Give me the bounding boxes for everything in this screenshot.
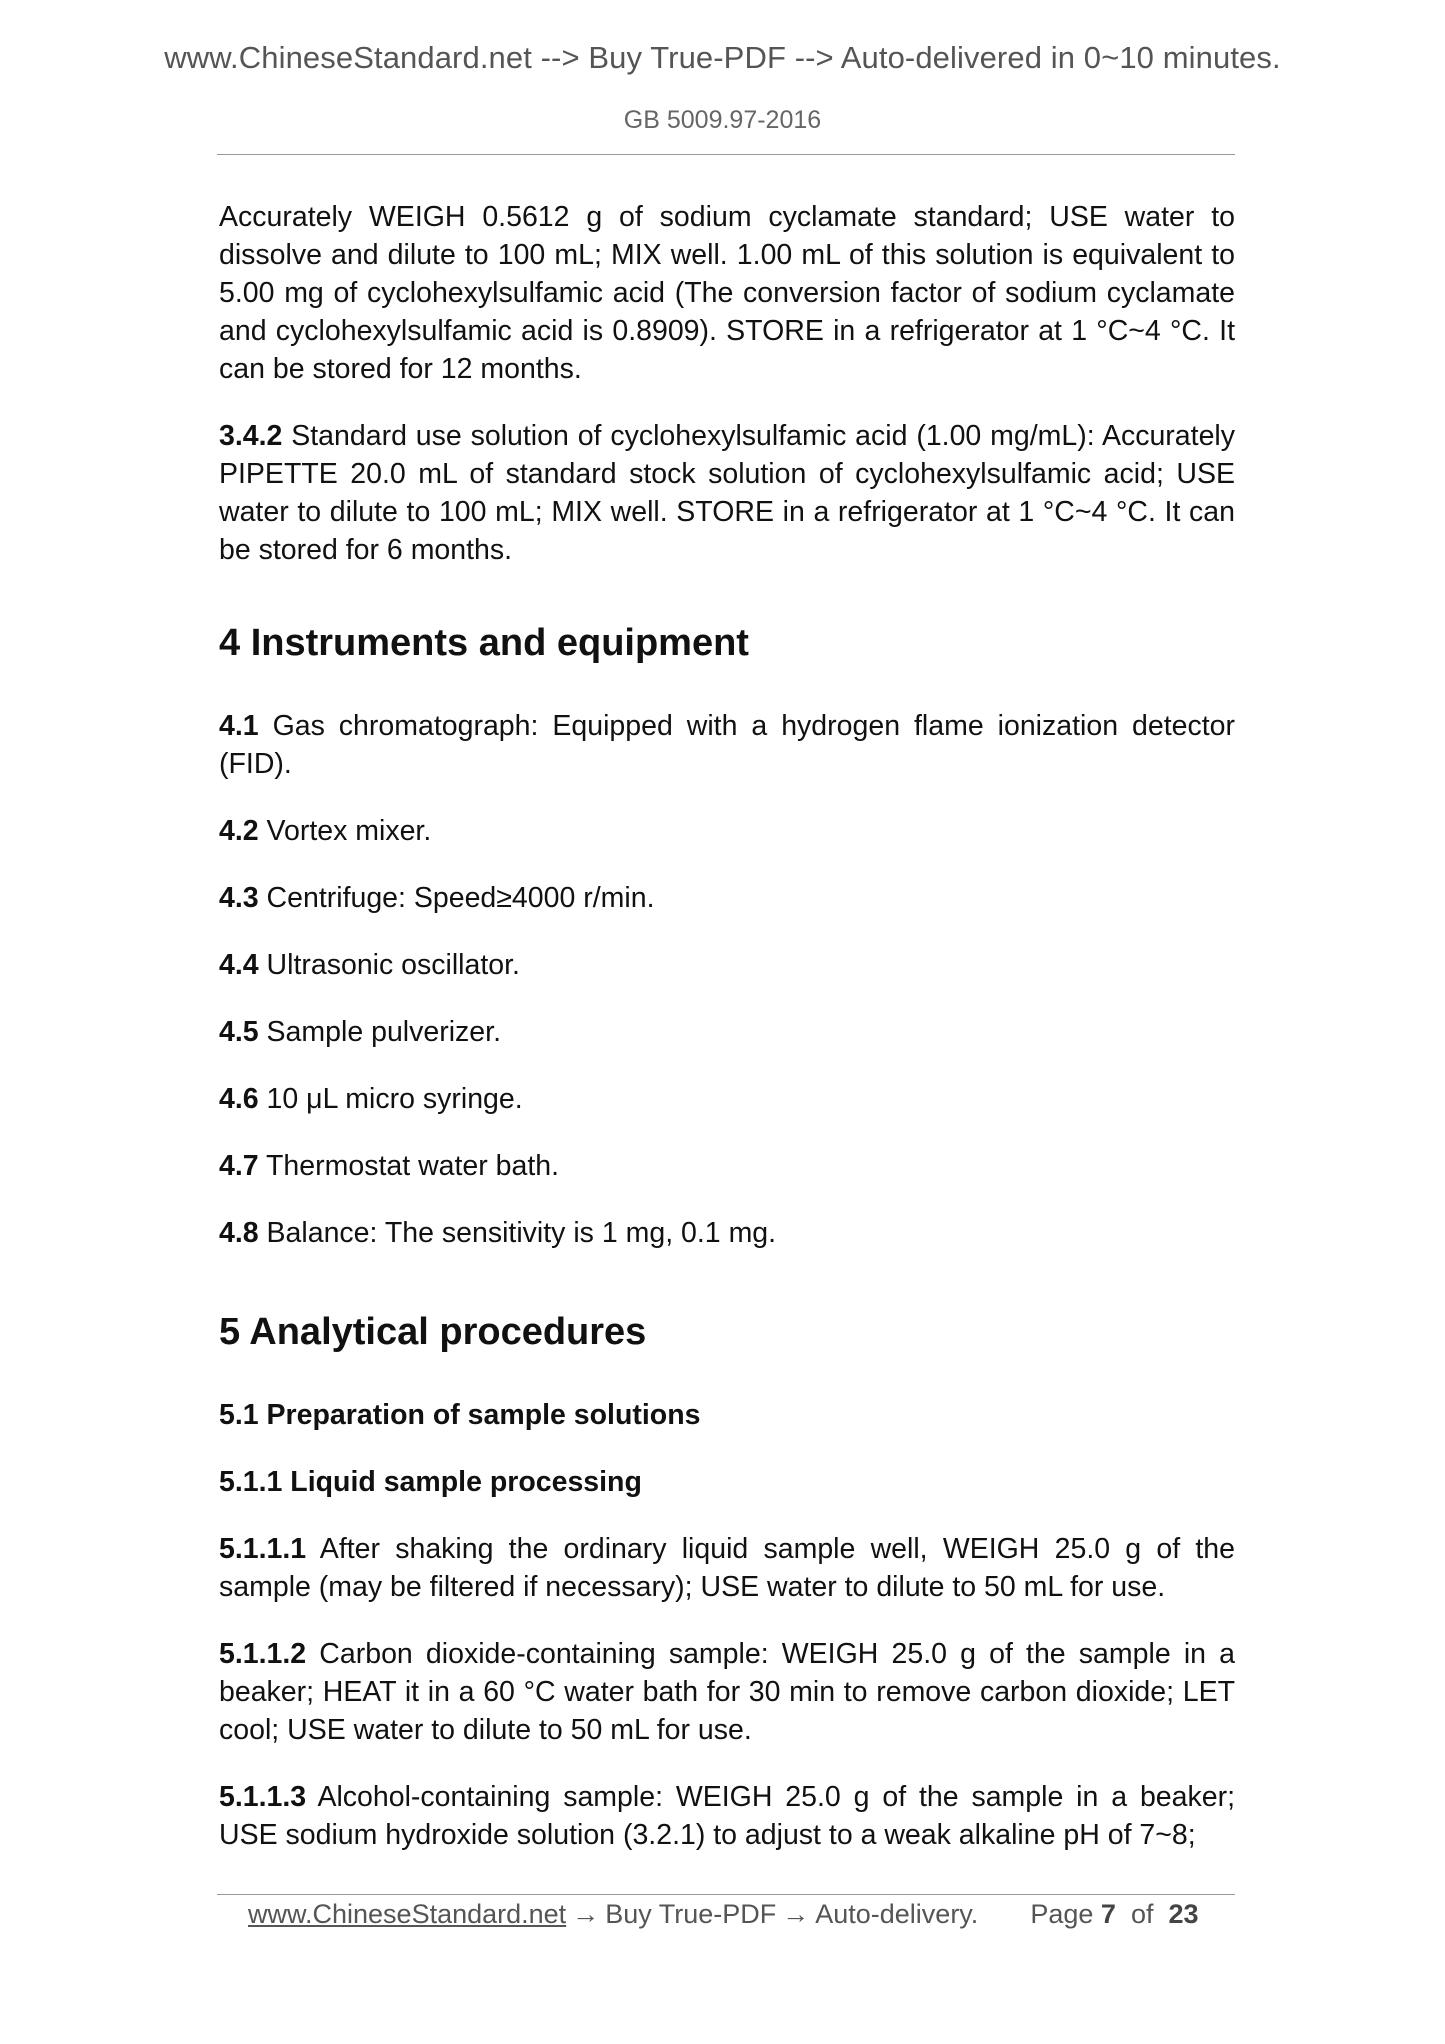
clause-4-5	[219, 1013, 1235, 1051]
clause-4-8	[219, 1214, 1235, 1252]
clause-3-4-2	[219, 417, 1235, 569]
clause-number: 5.1.1.1	[219, 1533, 307, 1565]
clause-5-1-1-1	[219, 1530, 1235, 1606]
site-banner: www.ChineseStandard.net --> Buy True-PDF --> Auto-delivered in 0~10 minutes.	[164, 40, 1281, 75]
clause-text: After shaking the ordinary liquid sample well, WEIGH 25.0 g of the sample (may be filtered if necessary); USE water to dilute to 50 mL for use.	[219, 1533, 1235, 1603]
clause-number: 4.7	[219, 1150, 259, 1182]
section-heading-4: 4 Instruments and equipment	[219, 622, 749, 664]
paragraph-sodium-cyclamate: Accurately WEIGH 0.5612 g of sodium cyclamate standard; USE water to dissolve and dilute to 100 mL; MIX well. 1.00 mL of this solution is equivalent to 5.00 mg of cyclohexylsulfamic acid (The conversion factor of sodium cyclamate and cyclohexylsulfamic acid is 0.8909). STORE in a refrigerator at 1 °C~4 °C. It can be stored for 12 months.	[219, 201, 1235, 385]
clause-text: Carbon dioxide-containing sample: WEIGH 25.0 g of the sample in a beaker; HEAT it in a 60 °C water bath for 30 min to remove carbon dioxide; LET cool; USE water to dilute to 50 mL for use.	[219, 1638, 1235, 1746]
footer-divider	[217, 1894, 1235, 1895]
clause-number: 4.3	[219, 882, 259, 914]
clause-text: Ultrasonic oscillator.	[258, 949, 520, 981]
clause-4-3	[219, 879, 1235, 917]
clause-4-1	[219, 707, 1235, 783]
page-content	[219, 198, 1235, 1883]
subsection-heading-5-1: 5.1 Preparation of sample solutions	[219, 1399, 701, 1431]
document-id: GB 5009.97-2016	[623, 106, 822, 134]
header-divider	[217, 154, 1235, 155]
clause-4-7	[219, 1147, 1235, 1185]
clause-number: 4.8	[219, 1217, 259, 1249]
clause-text: 10 μL micro syringe.	[258, 1083, 523, 1115]
clause-number: 4.4	[219, 949, 259, 981]
page-total: 23	[1168, 1899, 1199, 1929]
footer-site-link[interactable]: www.ChineseStandard.net	[248, 1899, 567, 1929]
clause-number: 5.1.1.2	[219, 1638, 307, 1670]
clause-text: Vortex mixer.	[258, 815, 432, 847]
footer-buy-text: Buy True-PDF	[605, 1899, 777, 1929]
clause-number: 3.4.2	[219, 420, 283, 452]
clause-text: Thermostat water bath.	[258, 1150, 560, 1182]
clause-text: Balance: The sensitivity is 1 mg, 0.1 mg.	[258, 1217, 777, 1249]
clause-number: 4.6	[219, 1083, 259, 1115]
page-label: Page	[1030, 1899, 1094, 1929]
clause-4-6	[219, 1080, 1235, 1118]
clause-text: Alcohol-containing sample: WEIGH 25.0 g of the sample in a beaker; USE sodium hydroxide solution (3.2.1) to adjust to a weak alkaline pH of 7~8;	[219, 1781, 1235, 1851]
arrow-right-icon: →	[572, 1899, 600, 1929]
clause-number: 4.1	[219, 710, 259, 742]
clause-text: Standard use solution of cyclohexylsulfamic acid (1.00 mg/mL): Accurately PIPETTE 20.0 mL of standard stock solution of cyclohexylsulfamic acid; USE water to dilute to 100 mL; MIX well. STORE in a refrigerator at 1 °C~4 °C. It can be stored for 6 months.	[219, 420, 1235, 566]
clause-text: Gas chromatograph: Equipped with a hydrogen flame ionization detector (FID).	[219, 710, 1235, 780]
arrow-right-icon: →	[782, 1899, 810, 1929]
clause-text: Sample pulverizer.	[258, 1016, 501, 1048]
section-heading-5: 5 Analytical procedures	[219, 1311, 647, 1353]
clause-number: 4.5	[219, 1016, 259, 1048]
clause-4-2	[219, 812, 1235, 850]
clause-number: 5.1.1.3	[219, 1781, 307, 1813]
subsection-heading-5-1-1: 5.1.1 Liquid sample processing	[219, 1466, 642, 1498]
footer-delivery-text: Auto-delivery.	[815, 1899, 979, 1929]
clause-text: Centrifuge: Speed≥4000 r/min.	[258, 882, 655, 914]
page-of-label: of	[1130, 1899, 1154, 1929]
clause-5-1-1-2	[219, 1635, 1235, 1749]
page-number: 7	[1100, 1899, 1116, 1929]
clause-5-1-1-3	[219, 1778, 1235, 1854]
clause-4-4	[219, 946, 1235, 984]
clause-number: 4.2	[219, 815, 259, 847]
page-footer	[248, 1897, 1199, 1931]
